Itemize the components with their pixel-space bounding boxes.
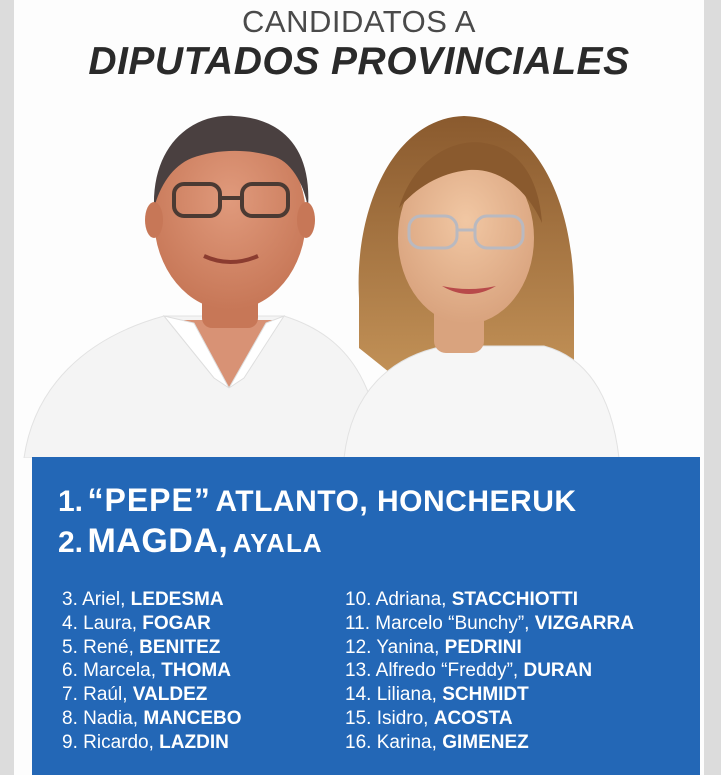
list-item: 16. Karina, GIMENEZ — [345, 731, 529, 753]
list-item: 10. Adriana, STACCHIOTTI — [345, 589, 579, 610]
lead-candidate-2 — [58, 522, 323, 561]
list-item: 12. Yanina, PEDRINI — [345, 636, 522, 658]
lead-candidate-nickname: “PEPE” — [87, 482, 211, 518]
lead-candidate-1 — [58, 482, 577, 519]
candidate-list-right — [345, 588, 634, 755]
lead-candidate-surname: ATLANTO, HONCHERUK — [215, 485, 577, 518]
candidate-photo-woman — [344, 116, 619, 458]
header-subtitle: CANDIDATOS A — [242, 4, 476, 39]
list-item: 9. Ricardo, LAZDIN — [62, 731, 229, 753]
list-item: 4. Laura, FOGAR — [62, 612, 211, 634]
list-item: 8. Nadia, MANCEBO — [62, 707, 242, 729]
lead-candidate-firstname: MAGDA, — [87, 522, 229, 560]
list-item: 14. Liliana, SCHMIDT — [345, 684, 529, 706]
list-item: 5. René, BENITEZ — [62, 636, 221, 658]
lead-candidate-number: 1. — [58, 485, 84, 518]
header-title: DIPUTADOS PROVINCIALES — [88, 40, 630, 83]
candidate-photo-man — [24, 116, 384, 458]
list-item: 13. Alfredo “Freddy”, DURAN — [345, 660, 593, 682]
lead-candidate-surname: AYALA — [232, 528, 323, 558]
ballot-sheet — [14, 0, 704, 775]
list-item: 7. Raúl, VALDEZ — [62, 684, 208, 706]
list-item: 11. Marcelo “Bunchy”, VIZGARRA — [345, 612, 634, 634]
list-item: 15. Isidro, ACOSTA — [345, 707, 513, 729]
candidate-list-left — [62, 588, 242, 755]
candidate-photos — [14, 88, 704, 458]
list-item: 6. Marcela, THOMA — [62, 660, 231, 682]
list-item: 3. Ariel, LEDESMA — [62, 589, 224, 610]
lead-candidate-number: 2. — [58, 526, 84, 559]
